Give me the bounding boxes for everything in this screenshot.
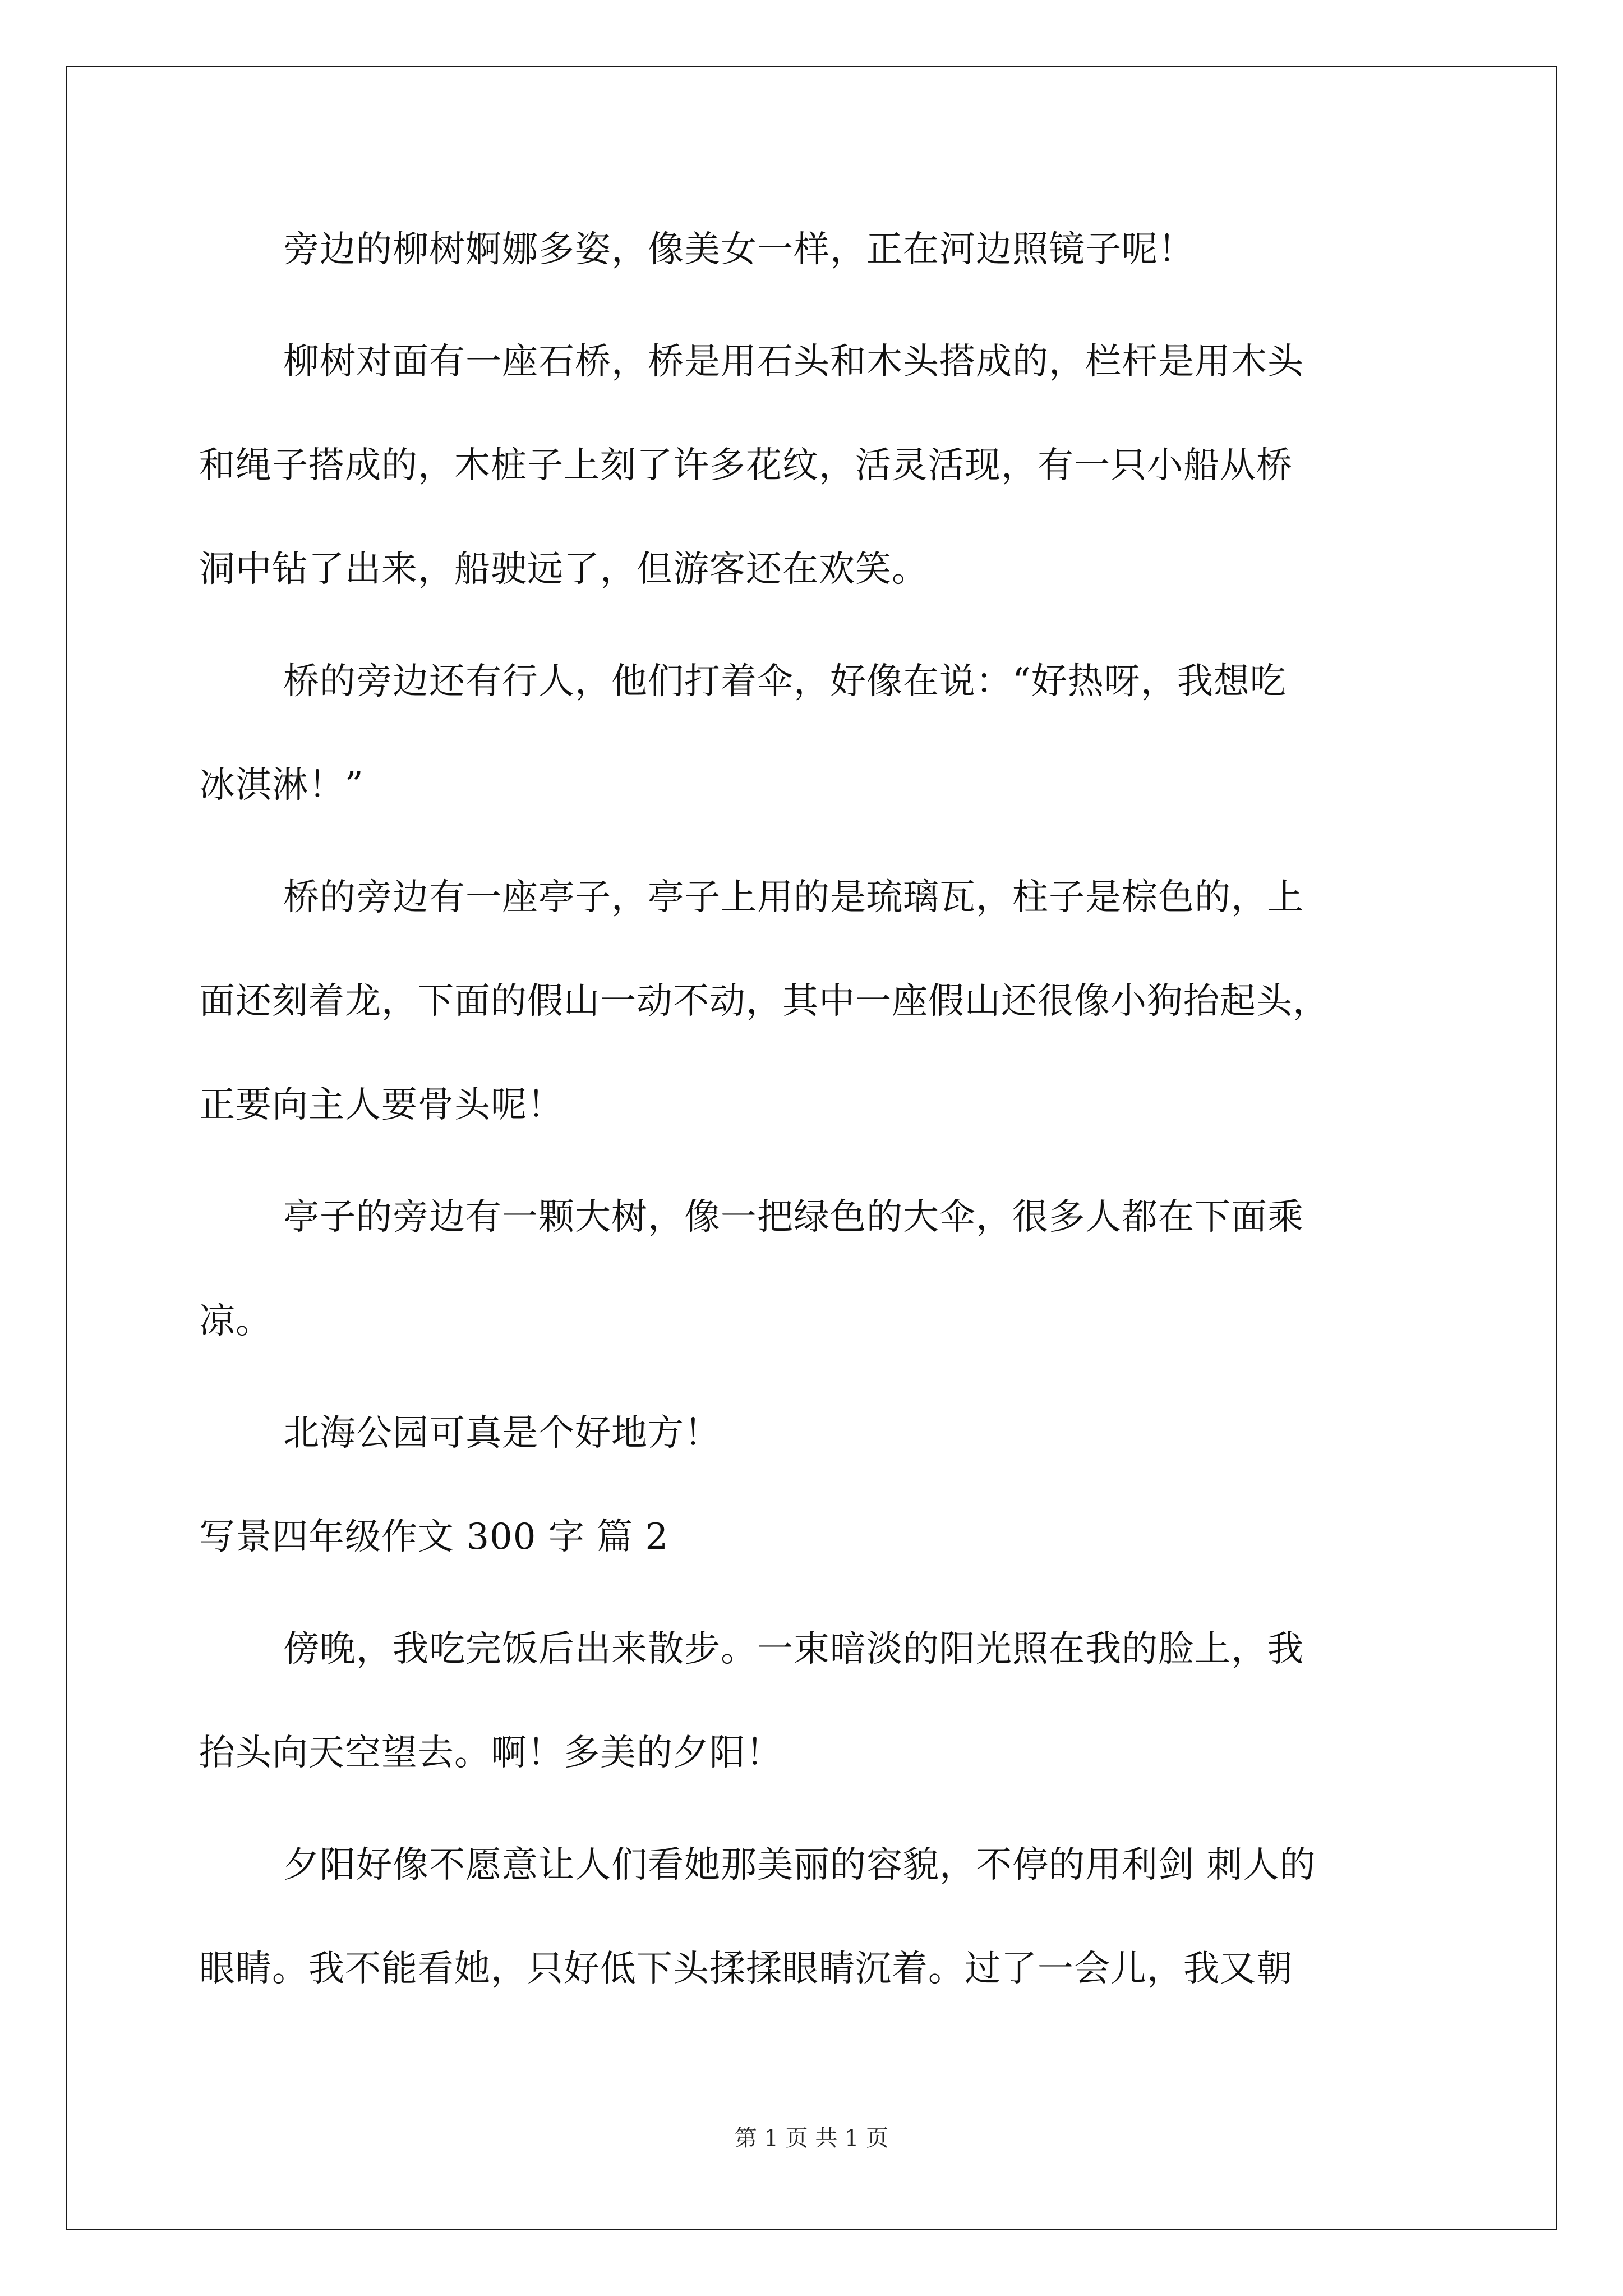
body-text-line: 桥的旁边还有行人，他们打着伞，好像在说：“好热呀，我想吃 (283, 661, 1287, 702)
body-text-line: 眼睛。我不能看她，只好低下头揉揉眼睛沉着。过了一会儿，我又朝 (199, 1948, 1293, 1990)
body-text-line: 夕阳好像不愿意让人们看她那美丽的容貌，不停的用利剑 刺人的 (283, 1844, 1316, 1886)
body-text-line: 冰淇淋！” (199, 765, 364, 806)
body-text-line: 面还刻着龙，下面的假山一动不动，其中一座假山还很像小狗抬起头， (199, 981, 1329, 1022)
page-footer: 第 1 页 共 1 页 (734, 2125, 889, 2151)
body-text-line: 桥的旁边有一座亭子，亭子上用的是琉璃瓦，柱子是棕色的，上 (283, 877, 1304, 918)
body-text-line: 和绳子搭成的，木桩子上刻了许多花纹，活灵活现，有一只小船从桥 (199, 445, 1293, 486)
body-text-line: 抬头向天空望去。啊！多美的夕阳！ (199, 1732, 782, 1774)
body-text-line: 凉。 (199, 1300, 272, 1342)
page-border (66, 66, 1557, 2230)
body-text-line: 正要向主人要骨头呢！ (199, 1084, 564, 1126)
body-text-line: 北海公园可真是个好地方！ (283, 1412, 721, 1454)
body-text-line: 柳树对面有一座石桥，桥是用石头和木头搭成的，栏杆是用木头 (283, 341, 1304, 383)
body-text-line: 旁边的柳树婀娜多姿，像美女一样，正在河边照镜子呢！ (283, 229, 1195, 270)
body-text-line: 傍晚，我吃完饭后出来散步。一束暗淡的阳光照在我的脸上，我 (283, 1628, 1304, 1670)
body-text-line: 亭子的旁边有一颗大树，像一把绿色的大伞，很多人都在下面乘 (283, 1197, 1304, 1238)
section-heading: 写景四年级作文 300 字 篇 2 (199, 1516, 669, 1558)
body-text-line: 洞中钻了出来，船驶远了，但游客还在欢笑。 (199, 549, 928, 590)
